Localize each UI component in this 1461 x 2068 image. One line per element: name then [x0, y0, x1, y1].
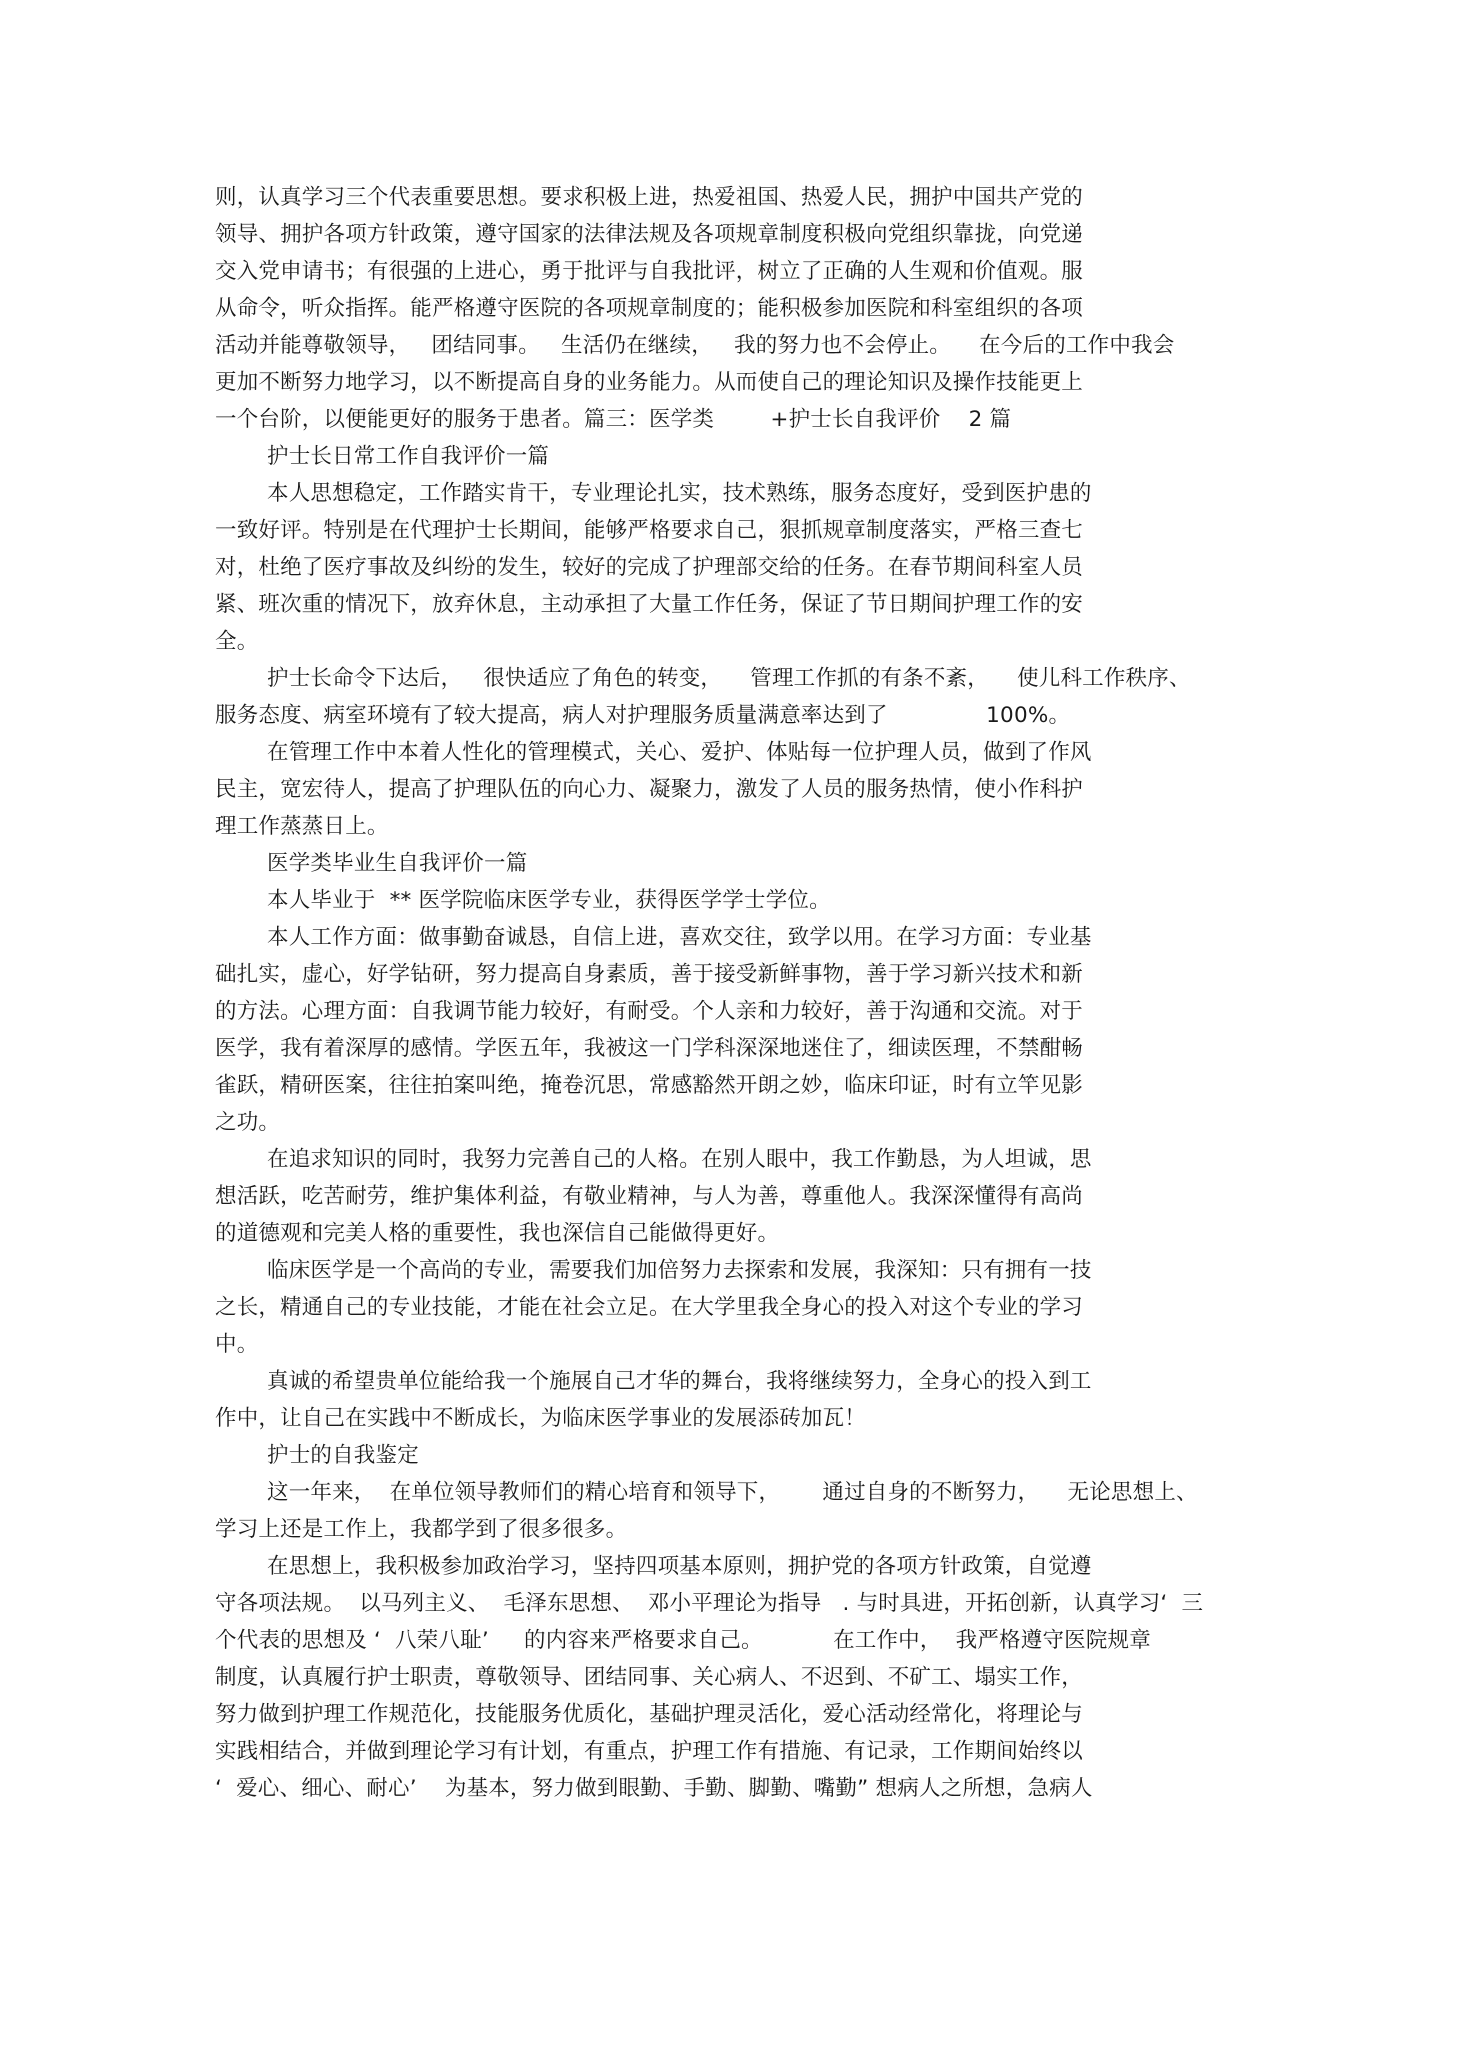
text-line: 的方法。心理方面：自我调节能力较好，有耐受。个人亲和力较好，善于沟通和交流。对于: [215, 999, 1084, 1024]
text-line: 理工作蒸蒸日上。: [215, 814, 389, 839]
text-line: 真诚的希望贵单位能给我一个施展自己才华的舞台，我将继续努力，全身心的投入到工: [267, 1369, 1092, 1394]
text-line: 紧、班次重的情况下，放弃休息，主动承担了大量工作任务，保证了节日期间护理工作的安: [215, 592, 1084, 617]
text-line: 交入党申请书；有很强的上进心，勇于批评与自我批评，树立了正确的人生观和价值观。服: [215, 259, 1084, 284]
text-line: 想活跃，吃苦耐劳，维护集体利益，有敬业精神，与人为善，尊重他人。我深深懂得有高尚: [215, 1184, 1084, 1209]
text-line: 在思想上，我积极参加政治学习，坚持四项基本原则，拥护党的各项方针政策，自觉遵: [267, 1554, 1092, 1579]
text-line: 对，杜绝了医疗事故及纠纷的发生，较好的完成了护理部交给的任务。在春节期间科室人员: [215, 555, 1084, 580]
text-line: 的道德观和完美人格的重要性，我也深信自己能做得更好。: [215, 1221, 780, 1246]
text-line: 服务态度、病室环境有了较大提高，病人对护理服务质量满意率达到了 100%。: [215, 703, 1071, 728]
text-line: 从命令，听众指挥。能严格遵守医院的各项规章制度的；能积极参加医院和科室组织的各项: [215, 296, 1084, 321]
text-line: 雀跃，精研医案，往往拍案叫绝，掩卷沉思，常感豁然开朗之妙，临床印证，时有立竿见影: [215, 1073, 1084, 1098]
text-line: 一个台阶，以便能更好的服务于患者。篇三：医学类 +护士长自我评价 2 篇: [215, 407, 1012, 432]
text-line: 础扎实，虚心，好学钻研，努力提高自身素质，善于接受新鲜事物，善于学习新兴技术和新: [215, 962, 1084, 987]
text-line: 本人思想稳定，工作踏实肯干，专业理论扎实，技术熟练，服务态度好，受到医护患的: [267, 481, 1092, 506]
text-line: 领导、拥护各项方针政策，遵守国家的法律法规及各项规章制度积极向党组织靠拢，向党递: [215, 222, 1084, 247]
text-line: 作中，让自己在实践中不断成长，为临床医学事业的发展添砖加瓦！: [215, 1406, 867, 1431]
text-line: 实践相结合，并做到理论学习有计划，有重点，护理工作有措施、有记录，工作期间始终以: [215, 1739, 1084, 1764]
text-line: 本人工作方面：做事勤奋诚恳，自信上进，喜欢交往，致学以用。在学习方面：专业基: [267, 925, 1092, 950]
text-line: 临床医学是一个高尚的专业，需要我们加倍努力去探索和发展，我深知：只有拥有一技: [267, 1258, 1092, 1283]
text-line: 一致好评。特别是在代理护士长期间，能够严格要求自己，狠抓规章制度落实，严格三查七: [215, 518, 1084, 543]
text-line: 之长，精通自己的专业技能，才能在社会立足。在大学里我全身心的投入对这个专业的学习: [215, 1295, 1084, 1320]
text-line: 护士长命令下达后， 很快适应了角色的转变， 管理工作抓的有条不紊， 使儿科工作秩序、: [267, 666, 1191, 691]
text-line: 在管理工作中本着人性化的管理模式，关心、爱护、体贴每一位护理人员，做到了作风: [267, 740, 1092, 765]
section-heading: 医学类毕业生自我评价一篇: [267, 851, 528, 876]
section-heading: 护士长日常工作自我评价一篇: [267, 444, 550, 469]
section-heading: 护士的自我鉴定: [267, 1443, 419, 1468]
text-line: 努力做到护理工作规范化，技能服务优质化，基础护理灵活化，爱心活动经常化，将理论与: [215, 1702, 1084, 1727]
text-line: 全。: [215, 629, 259, 654]
text-line: 则，认真学习三个代表重要思想。要求积极上进，热爱祖国、热爱人民，拥护中国共产党的: [215, 185, 1084, 210]
text-line: 民主，宽宏待人，提高了护理队伍的向心力、凝聚力，激发了人员的服务热情，使小作科护: [215, 777, 1084, 802]
text-line: 个代表的思想及 ‘ 八荣八耻’ 的内容来严格要求自己。 在工作中， 我严格遵守医院规章: [215, 1628, 1151, 1653]
text-line: 制度，认真履行护士职责，尊敬领导、团结同事、关心病人、不迟到、不矿工、塌实工作，: [215, 1665, 1084, 1690]
text-line: 在追求知识的同时，我努力完善自己的人格。在别人眼中，我工作勤恳，为人坦诚，思: [267, 1147, 1092, 1172]
text-line: 学习上还是工作上，我都学到了很多很多。: [215, 1517, 628, 1542]
text-line: 更加不断努力地学习，以不断提高自身的业务能力。从而使自己的理论知识及操作技能更上: [215, 370, 1084, 395]
text-line: 中。: [215, 1332, 259, 1357]
text-line: 医学，我有着深厚的感情。学医五年，我被这一门学科深深地迷住了，细读医理，不禁酣畅: [215, 1036, 1084, 1061]
text-line: 活动并能尊敬领导， 团结同事。 生活仍在继续， 我的努力也不会停止。 在今后的工作中我会: [215, 333, 1175, 358]
text-line: 之功。: [215, 1110, 281, 1135]
text-line: 本人毕业于 ** 医学院临床医学专业，获得医学学士学位。: [267, 888, 831, 913]
text-line: 这一年来， 在单位领导教师们的精心培育和领导下， 通过自身的不断努力， 无论思想上、: [267, 1480, 1198, 1505]
text-line: ‘ 爱心、细心、耐心’ 为基本，努力做到眼勤、手勤、脚勤、嘴勤” 想病人之所想，急病人: [215, 1776, 1093, 1801]
text-line: 守各项法规。 以马列主义、 毛泽东思想、 邓小平理论为指导 . 与时具进，开拓创新，认真学习‘ 三: [215, 1591, 1204, 1616]
